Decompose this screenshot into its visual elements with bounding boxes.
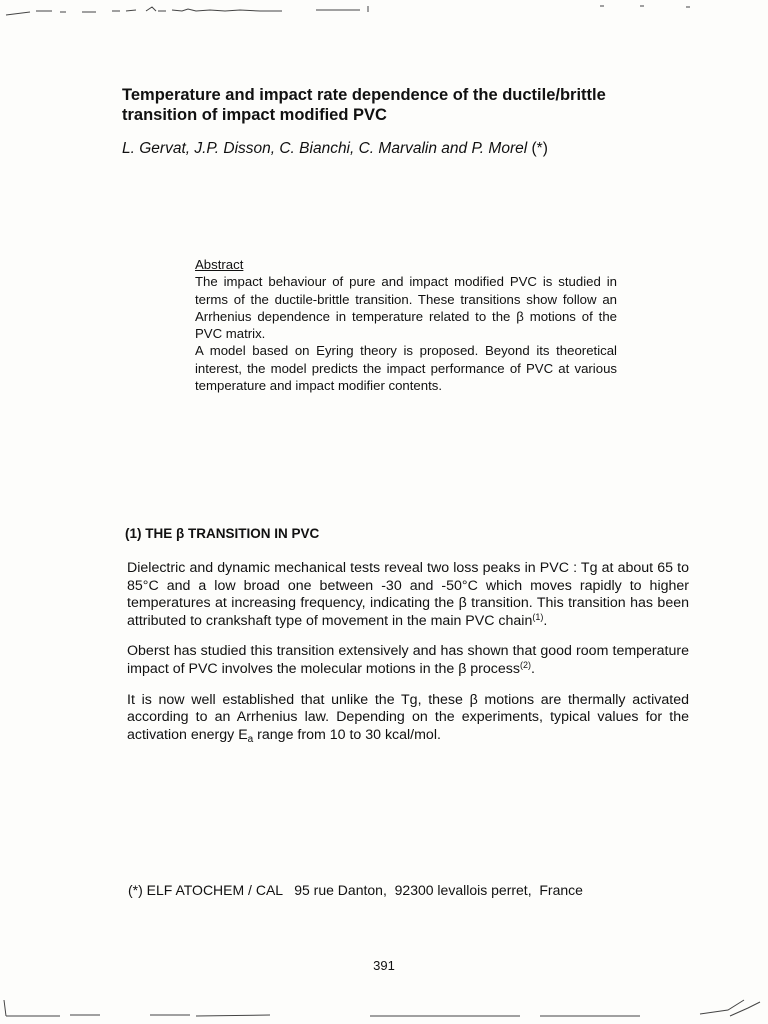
body-p3-end: range from 10 to 30 kcal/mol. — [253, 726, 441, 743]
abstract-paragraph-1 — [195, 273, 617, 342]
abstract-heading: Abstract — [195, 257, 244, 272]
body-p1-end: . — [543, 612, 548, 629]
abstract — [195, 256, 617, 394]
abstract-p2-main: A model based on Eyring theory is proposed. Beyond its theoretical interest, the model predicts the impact performance — [195, 343, 617, 376]
scan-artifact-top — [0, 0, 768, 30]
paper-title: Temperature and impact rate dependence of the ductile/brittle transition of impact modified PVC — [122, 86, 606, 124]
author-list — [122, 140, 682, 158]
section-1-body — [127, 560, 689, 757]
body-p2-text: Oberst has studied this transition extensively and has shown that good room temperature impact of PVC involves the molecular motions in the β process — [127, 643, 689, 677]
activation-energy-subscript: a — [247, 733, 254, 745]
page-number: 391 — [373, 958, 395, 973]
scan-artifact-bottom — [0, 994, 768, 1024]
author-footnote-mark: (*) — [531, 140, 548, 157]
abstract-p2-end: of PVC at various temperature and impact modifier contents. — [195, 360, 617, 394]
body-paragraph-1 — [127, 560, 689, 630]
section-heading-beta-transition: (1) THE β TRANSITION IN PVC — [125, 526, 320, 541]
body-paragraph-2 — [127, 643, 689, 678]
affiliation-footnote: (*) ELF ATOCHEM / CAL 95 rue Danton, 92300 levallois perret, France — [128, 882, 583, 898]
abstract-p1-end: temperature related to the β motions of the PVC matrix. — [195, 308, 617, 342]
body-p2-end: . — [530, 660, 535, 677]
body-p1-text: Dielectric and dynamic mechanical tests reveal two loss peaks in PVC : Tg at about 65 to 85°C and a low broad one between -30 and -50°C which moves rapidly to higher temperatures at increasing frequency, indicating the β transition. This transition has been attributed to crankshaft type of movement in the main PVC chain — [127, 560, 689, 629]
abstract-paragraph-2 — [195, 342, 617, 394]
body-paragraph-3 — [127, 692, 689, 745]
body-p3-text: It is now well established that unlike the Tg, these β motions are thermally activated according to an Arrhenius law. Depending on the experiments, typical values for the activation energy E — [127, 691, 689, 743]
reference-1: (1) — [532, 611, 544, 622]
reference-2: (2) — [519, 659, 531, 670]
abstract-p1-main: The impact behaviour of pure and impact modified PVC is studied in terms of the ductile-brittle transition. These transitions show follow an Arrhenius dependence in — [195, 274, 617, 324]
authors-names: L. Gervat, J.P. Disson, C. Bianchi, C. Marvalin and P. Morel — [122, 140, 528, 157]
